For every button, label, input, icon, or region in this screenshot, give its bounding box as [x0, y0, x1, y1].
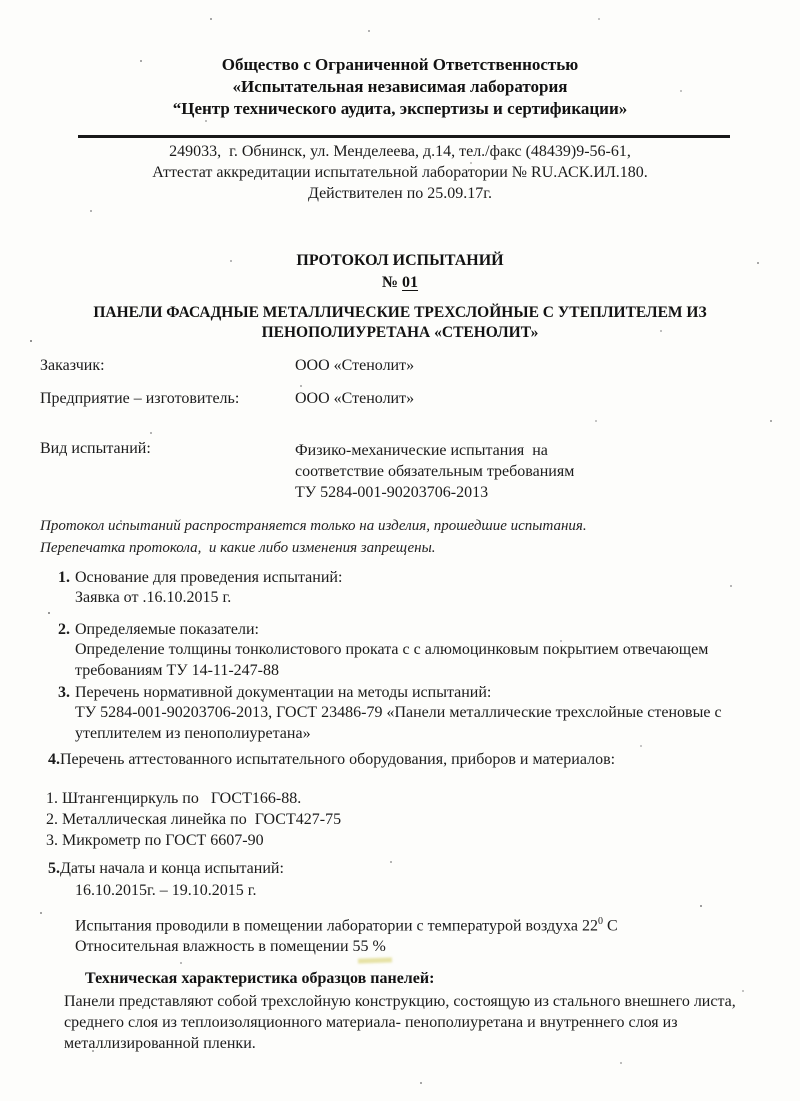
list-item-3	[58, 684, 764, 744]
section-4-heading	[48, 751, 615, 769]
customer-label: Заказчик:	[40, 357, 105, 374]
test-type-line-2: соответствие обязательным требованиям	[295, 463, 575, 480]
org-name-line-1: Общество с Ограниченной Ответственностью	[221, 55, 579, 74]
item-2-title: Определяемые показатели:	[75, 621, 259, 638]
disclaimer	[40, 515, 587, 559]
header-divider	[78, 135, 730, 138]
item-3-title: Перечень нормативной документации на методы испытаний:	[75, 684, 492, 701]
org-name-line-2: «Испытательная независимая лаборатория	[232, 77, 568, 96]
protocol-title: ПРОТОКОЛ ИСПЫТАНИЙ	[296, 252, 504, 269]
org-header	[0, 54, 800, 120]
accreditation-line: Аттестат аккредитации испытательной лаборатории № RU.АСК.ИЛ.180.	[152, 164, 648, 181]
item-2-number: 2.	[58, 621, 70, 638]
temperature-unit: С	[603, 917, 618, 935]
manufacturer-label: Предприятие – изготовитель:	[40, 390, 240, 407]
contact-block	[0, 141, 800, 204]
test-type-label: Вид испытаний:	[40, 440, 151, 457]
item-3-body-line-2: утеплителем из пенополиуретана»	[75, 725, 311, 742]
address-line: 249033, г. Обнинск, ул. Менделеева, д.14, тел./факс (48439)9-56-61,	[169, 143, 631, 160]
subject-title	[0, 303, 800, 343]
list-item-1	[58, 569, 764, 608]
tech-paragraph-line-1: Панели представляют собой трехслойную конструкцию, состоящую из стального внешнего листа,	[64, 993, 736, 1010]
temperature-text: Испытания проводили в помещении лаборатории с температурой воздуха 22	[75, 917, 599, 935]
section-4-title: Перечень аттестованного испытательного оборудования, приборов и материалов:	[60, 751, 616, 768]
protocol-number: 01	[402, 274, 419, 291]
humidity-line: Относительная влажность в помещении 55 %	[75, 938, 386, 955]
scan-noise	[0, 0, 2, 2]
equipment-item-1: 1. Штангенциркуль по ГОСТ166-88.	[46, 790, 302, 807]
item-1-title: Основание для проведения испытаний:	[75, 569, 343, 586]
tech-characteristics-title: Техническая характеристика образцов панелей:	[85, 970, 435, 987]
scan-smudge	[358, 957, 392, 963]
section-5-title: Даты начала и конца испытаний:	[60, 860, 284, 877]
tech-paragraph-line-3: металлизированной пленки.	[64, 1035, 256, 1052]
test-type-line-3: ТУ 5284-001-90203706-2013	[295, 484, 489, 501]
section-5-heading	[48, 860, 284, 878]
temperature-superscript: 0	[598, 916, 604, 927]
equipment-item-2: 2. Металлическая линейка по ГОСТ427-75	[46, 811, 342, 828]
customer-value: ООО «Стенолит»	[295, 357, 415, 374]
protocol-number-line	[0, 272, 800, 293]
test-dates: 16.10.2015г. – 19.10.2015 г.	[75, 882, 257, 899]
list-item-2	[58, 621, 764, 681]
equipment-list	[46, 788, 341, 851]
item-2-body-line-2: требованиям ТУ 14-11-247-88	[75, 662, 279, 679]
tech-characteristics-paragraph	[64, 991, 770, 1054]
manufacturer-value: ООО «Стенолит»	[295, 390, 415, 407]
section-4-number: 4.	[48, 751, 60, 768]
disclaimer-line-1: Протокол испытаний распространяется только на изделия, прошедшие испытания.	[40, 518, 587, 534]
disclaimer-line-2: Перепечатка протокола, и какие либо изменения запрещены.	[40, 540, 436, 556]
equipment-item-3: 3. Микрометр по ГОСТ 6607-90	[46, 832, 264, 849]
org-name-line-3: “Центр технического аудита, экспертизы и сертификации»	[172, 99, 628, 118]
tech-paragraph-line-2: среднего слоя из теплоизоляционного материала- пенополиуретана и внутреннего слоя из	[64, 1014, 678, 1031]
section-5-number: 5.	[48, 860, 60, 877]
protocol-number-prefix: №	[381, 274, 403, 291]
item-3-body-line-1: ТУ 5284-001-90203706-2013, ГОСТ 23486-79 «Панели металлические трехслойные стеновые с	[75, 704, 722, 721]
item-1-number: 1.	[58, 569, 70, 586]
protocol-title-block	[0, 250, 800, 293]
item-3-number: 3.	[58, 684, 70, 701]
subject-line-1: ПАНЕЛИ ФАСАДНЫЕ МЕТАЛЛИЧЕСКИЕ ТРЕХСЛОЙНЫЕ С УТЕПЛИТЕЛЕМ ИЗ	[93, 304, 707, 321]
temperature-line	[75, 916, 618, 935]
item-1-body: Заявка от .16.10.2015 г.	[75, 589, 232, 606]
validity-line: Действителен по 25.09.17г.	[307, 185, 493, 202]
test-type-line-1: Физико-механические испытания на	[295, 442, 548, 459]
item-2-body-line-1: Определение толщины тонколистового проката с с алюмоцинковым покрытием отвечающем	[75, 641, 709, 658]
subject-line-2: ПЕНОПОЛИУРЕТАНА «СТЕНОЛИТ»	[261, 324, 539, 341]
test-type-value	[295, 440, 574, 503]
